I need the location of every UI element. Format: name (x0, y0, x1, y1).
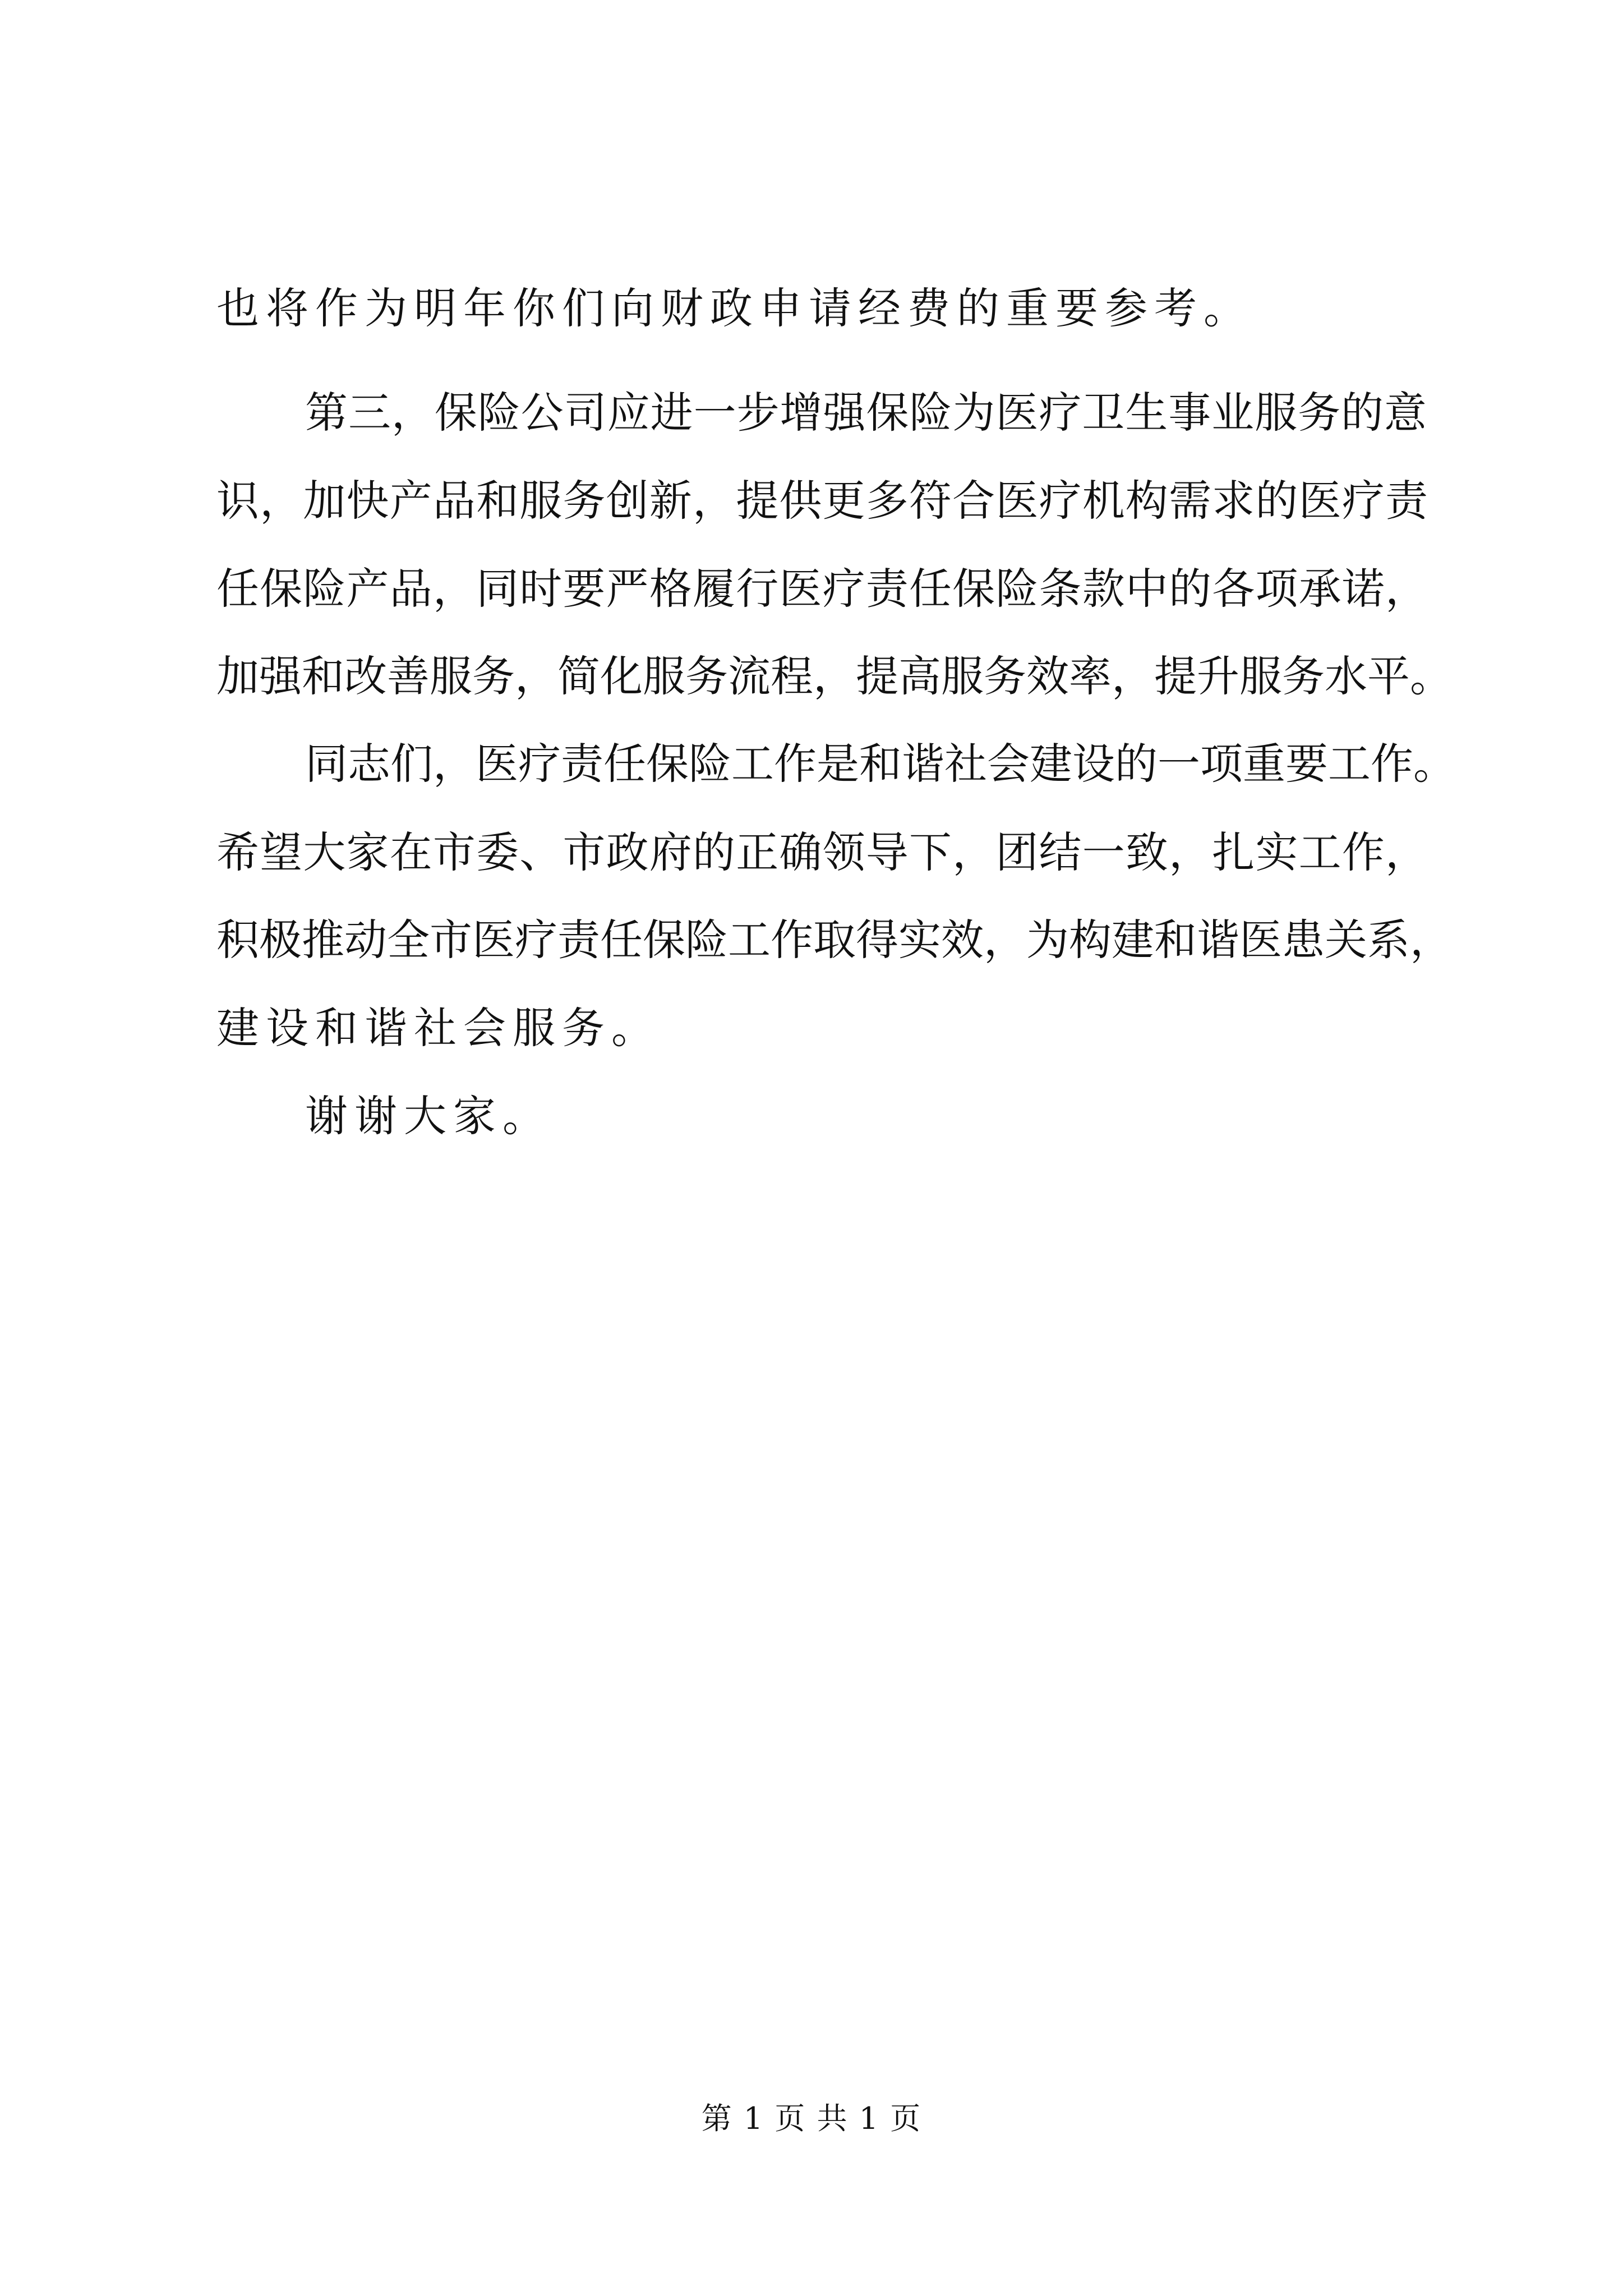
paragraph-line: 识，加快产品和服务创新，提供更多符合医疗机构需求的医疗责 (216, 476, 1428, 526)
paragraph-line: 积极推动全市医疗责任保险工作取得实效，为构建和谐医患关系， (216, 915, 1453, 965)
paragraph-line: 同志们，医疗责任保险工作是和谐社会建设的一项重要工作。 (305, 739, 1456, 789)
paragraph-line: 希望大家在市委、市政府的正确领导下，团结一致，扎实工作， (216, 827, 1428, 877)
paragraph-line: 第三，保险公司应进一步增强保险为医疗卫生事业服务的意 (305, 388, 1427, 438)
paragraph-line: 谢谢大家。 (305, 1091, 552, 1141)
paragraph-line: 加强和改善服务，简化服务流程，提高服务效率，提升服务水平。 (216, 651, 1453, 701)
page-footer: 第 1 页 共 1 页 (701, 2101, 922, 2136)
paragraph-line: 任保险产品，同时要严格履行医疗责任保险条款中的各项承诺， (216, 564, 1428, 614)
paragraph-line: 也将作为明年你们向财政申请经费的重要参考。 (216, 283, 1253, 333)
paragraph-line: 建设和谐社会服务。 (216, 1003, 661, 1053)
